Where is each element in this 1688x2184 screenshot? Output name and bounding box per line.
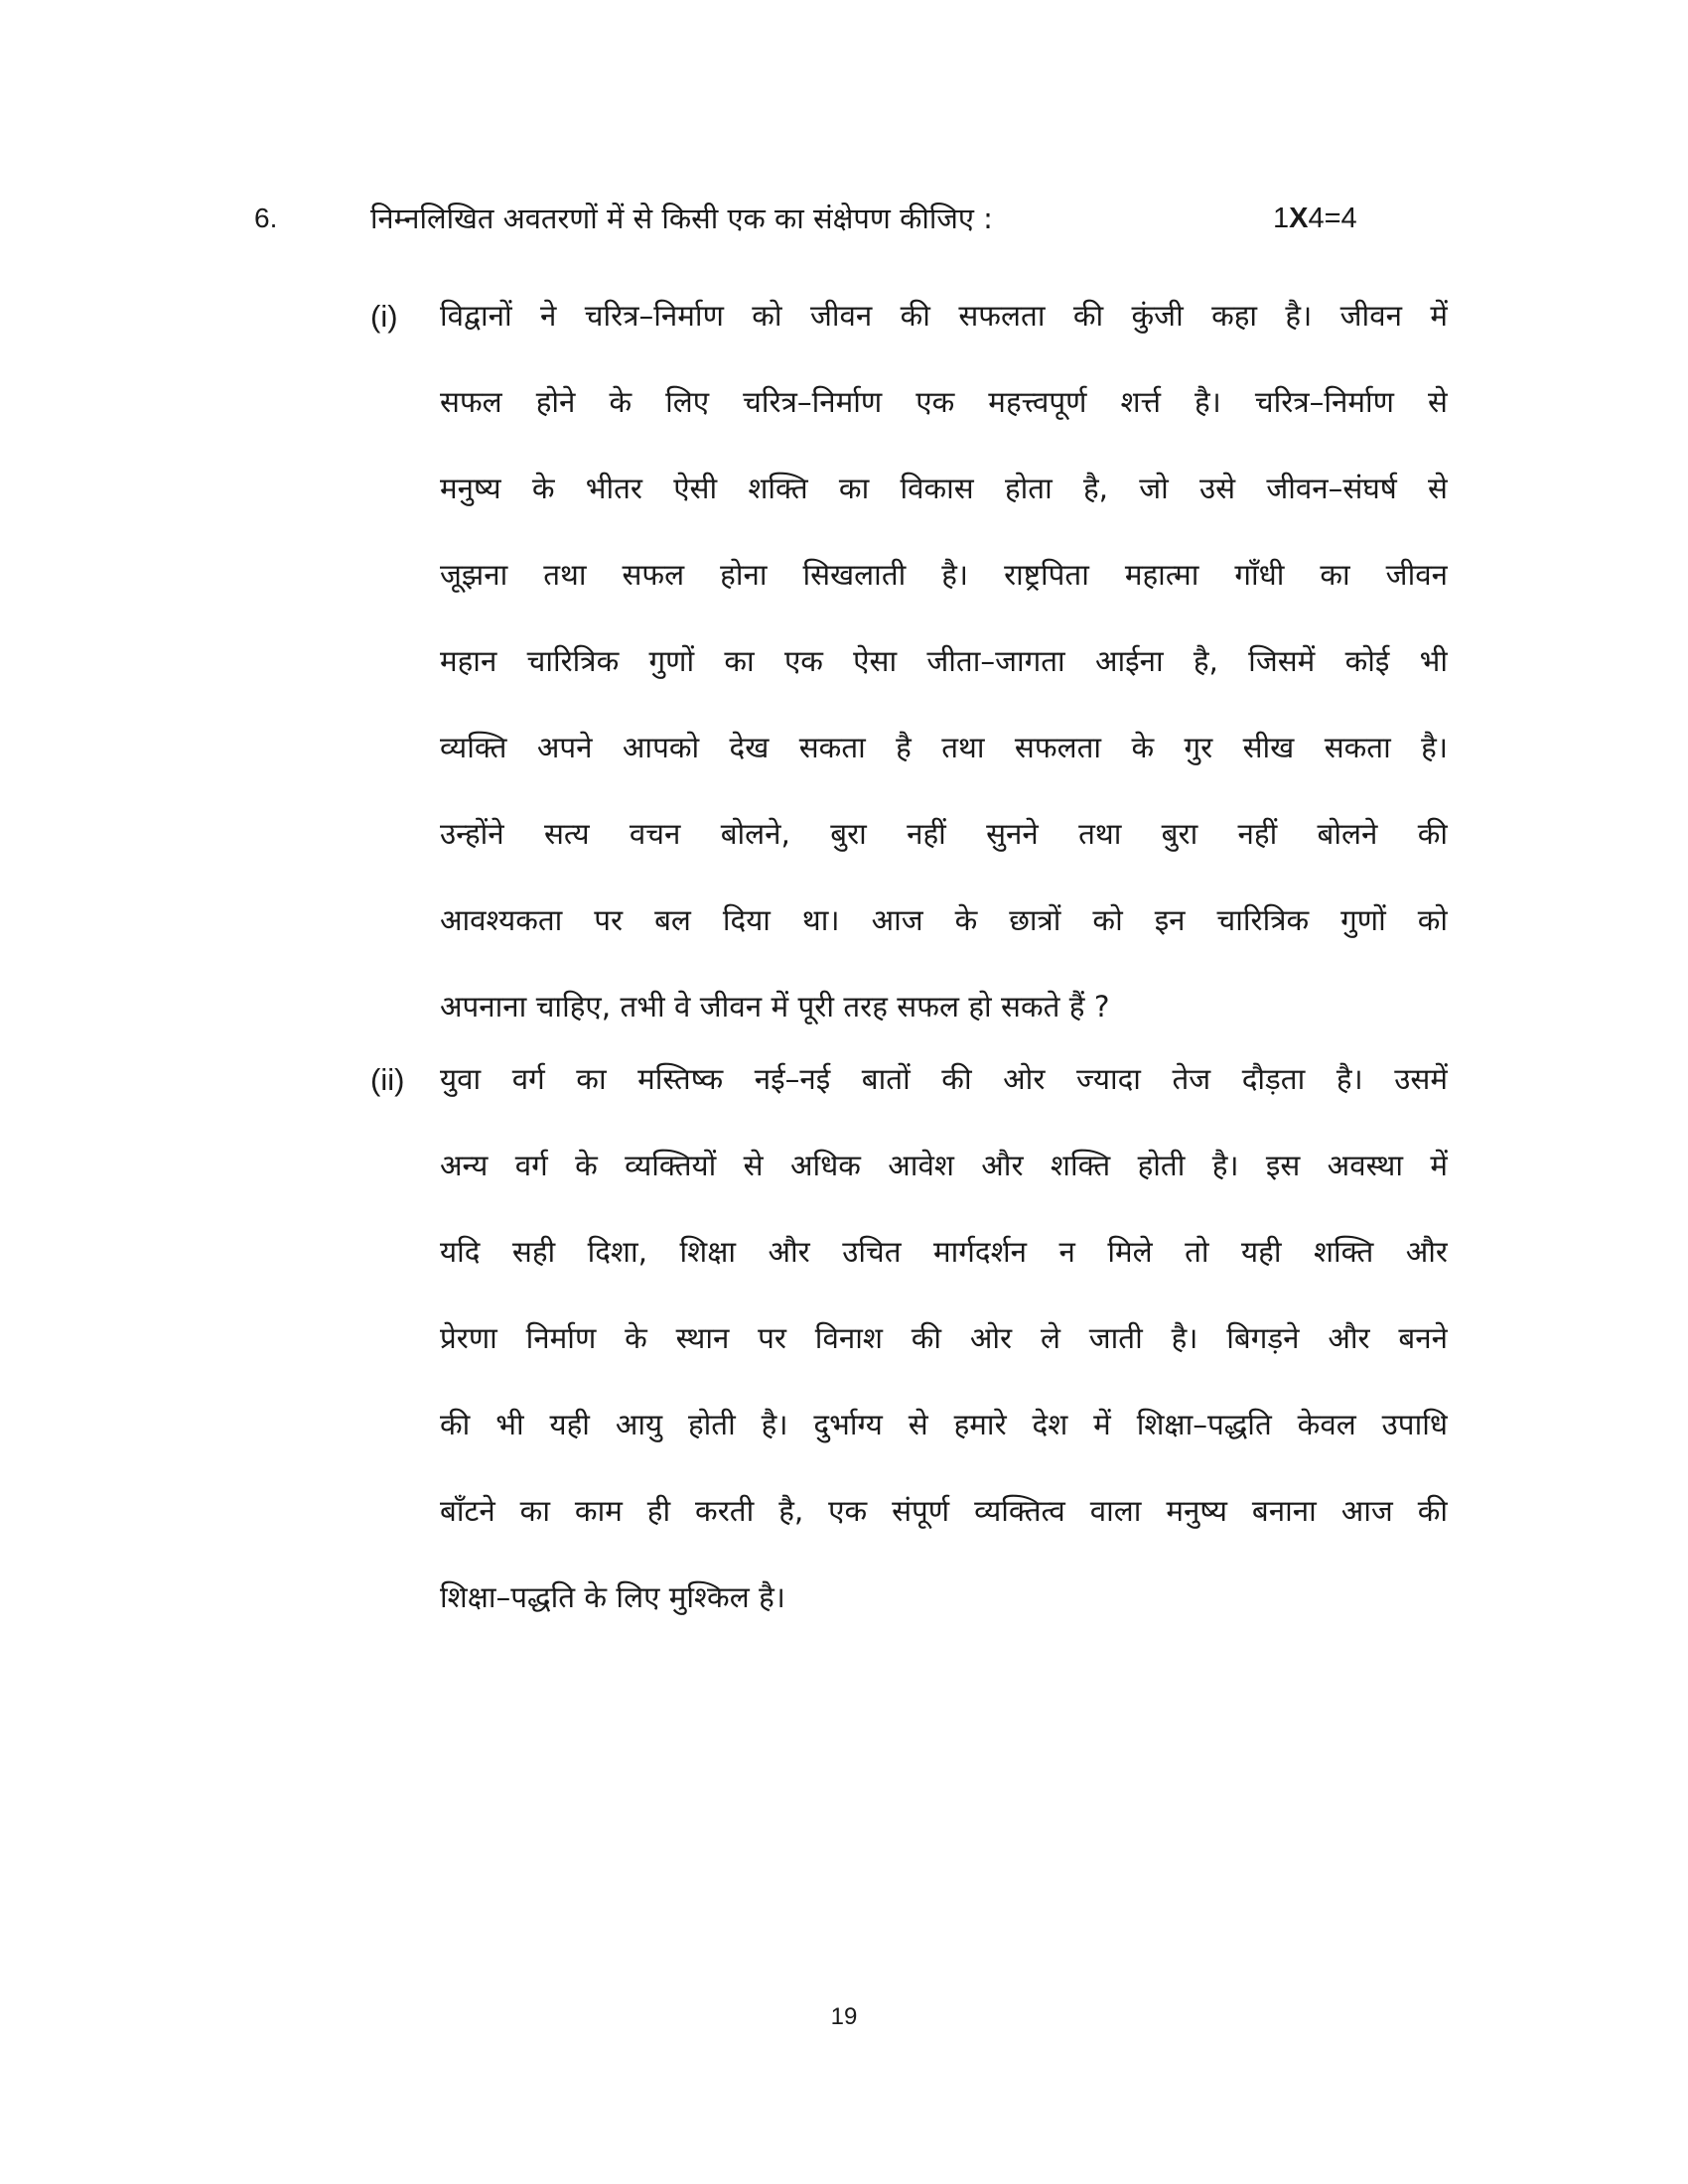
passage-line: यदि सही दिशा, शिक्षा और उचित मार्गदर्शन न मिले तो यही शक्ति और	[440, 1235, 1448, 1269]
passage-line: शिक्षा–पद्धति के लिए मुश्किल है।	[440, 1580, 785, 1614]
passage-line: व्यक्ति अपने आपको देख सकता है तथा सफलता के गुर सीख सकता है।	[440, 731, 1448, 764]
passage-line: अन्य वर्ग के व्यक्तियों से अधिक आवेश और शक्ति होती है। इस अवस्था में	[440, 1149, 1448, 1182]
passage-line: बाँटने का काम ही करती है, एक संपूर्ण व्यक्तित्व वाला मनुष्य बनाना आज की	[440, 1494, 1448, 1528]
marks-suffix: 4=4	[1308, 203, 1357, 234]
passage-line: सफल होने के लिए चरित्र–निर्माण एक महत्त्वपूर्ण शर्त्त है। चरित्र–निर्माण से	[440, 385, 1448, 419]
passage-1	[370, 273, 1448, 1050]
passage-label: (i)	[370, 299, 398, 334]
question-marks	[1273, 195, 1357, 242]
marks-multiplier: X	[1289, 203, 1309, 234]
passage-line: जूझना तथा सफल होना सिखलाती है। राष्ट्रपिता महात्मा गाँधी का जीवन	[440, 558, 1448, 592]
question-text: निम्नलिखित अवतरणों में से किसी एक का संक्षेपण कीजिए :	[370, 202, 993, 235]
passage-line: की भी यही आयु होती है। दुर्भाग्य से हमारे देश में शिक्षा–पद्धति केवल उपाधि	[440, 1408, 1448, 1441]
page-number: 19	[830, 2003, 858, 2030]
passage-label: (ii)	[370, 1062, 405, 1097]
passage-line: महान चारित्रिक गुणों का एक ऐसा जीता–जागता आईना है, जिसमें कोई भी	[440, 644, 1448, 678]
passage-line: मनुष्य के भीतर ऐसी शक्ति का विकास होता है, जो उसे जीवन–संघर्ष से	[440, 472, 1448, 505]
passage-line: विद्वानों ने चरित्र–निर्माण को जीवन की सफलता की कुंजी कहा है। जीवन में	[440, 299, 1448, 333]
passage-line: उन्होंने सत्य वचन बोलने, बुरा नहीं सुनने तथा बुरा नहीं बोलने की	[440, 817, 1448, 851]
passage-line: प्रेरणा निर्माण के स्थान पर विनाश की ओर ले जाती है। बिगड़ने और बनने	[440, 1321, 1448, 1355]
question-number: 6.	[254, 203, 278, 233]
marks-prefix: 1	[1273, 203, 1290, 234]
passage-2	[370, 1036, 1448, 1641]
passage-body	[440, 273, 1448, 1050]
passage-body	[440, 1036, 1448, 1641]
passage-line: आवश्यकता पर बल दिया था। आज के छात्रों को इन चारित्रिक गुणों को	[440, 903, 1448, 937]
passage-line: अपनाना चाहिए, तभी वे जीवन में पूरी तरह सफल हो सकते हैं ?	[440, 990, 1110, 1024]
passage-line: युवा वर्ग का मस्तिष्क नई–नई बातों की ओर ज्यादा तेज दौड़ता है। उसमें	[440, 1062, 1448, 1096]
